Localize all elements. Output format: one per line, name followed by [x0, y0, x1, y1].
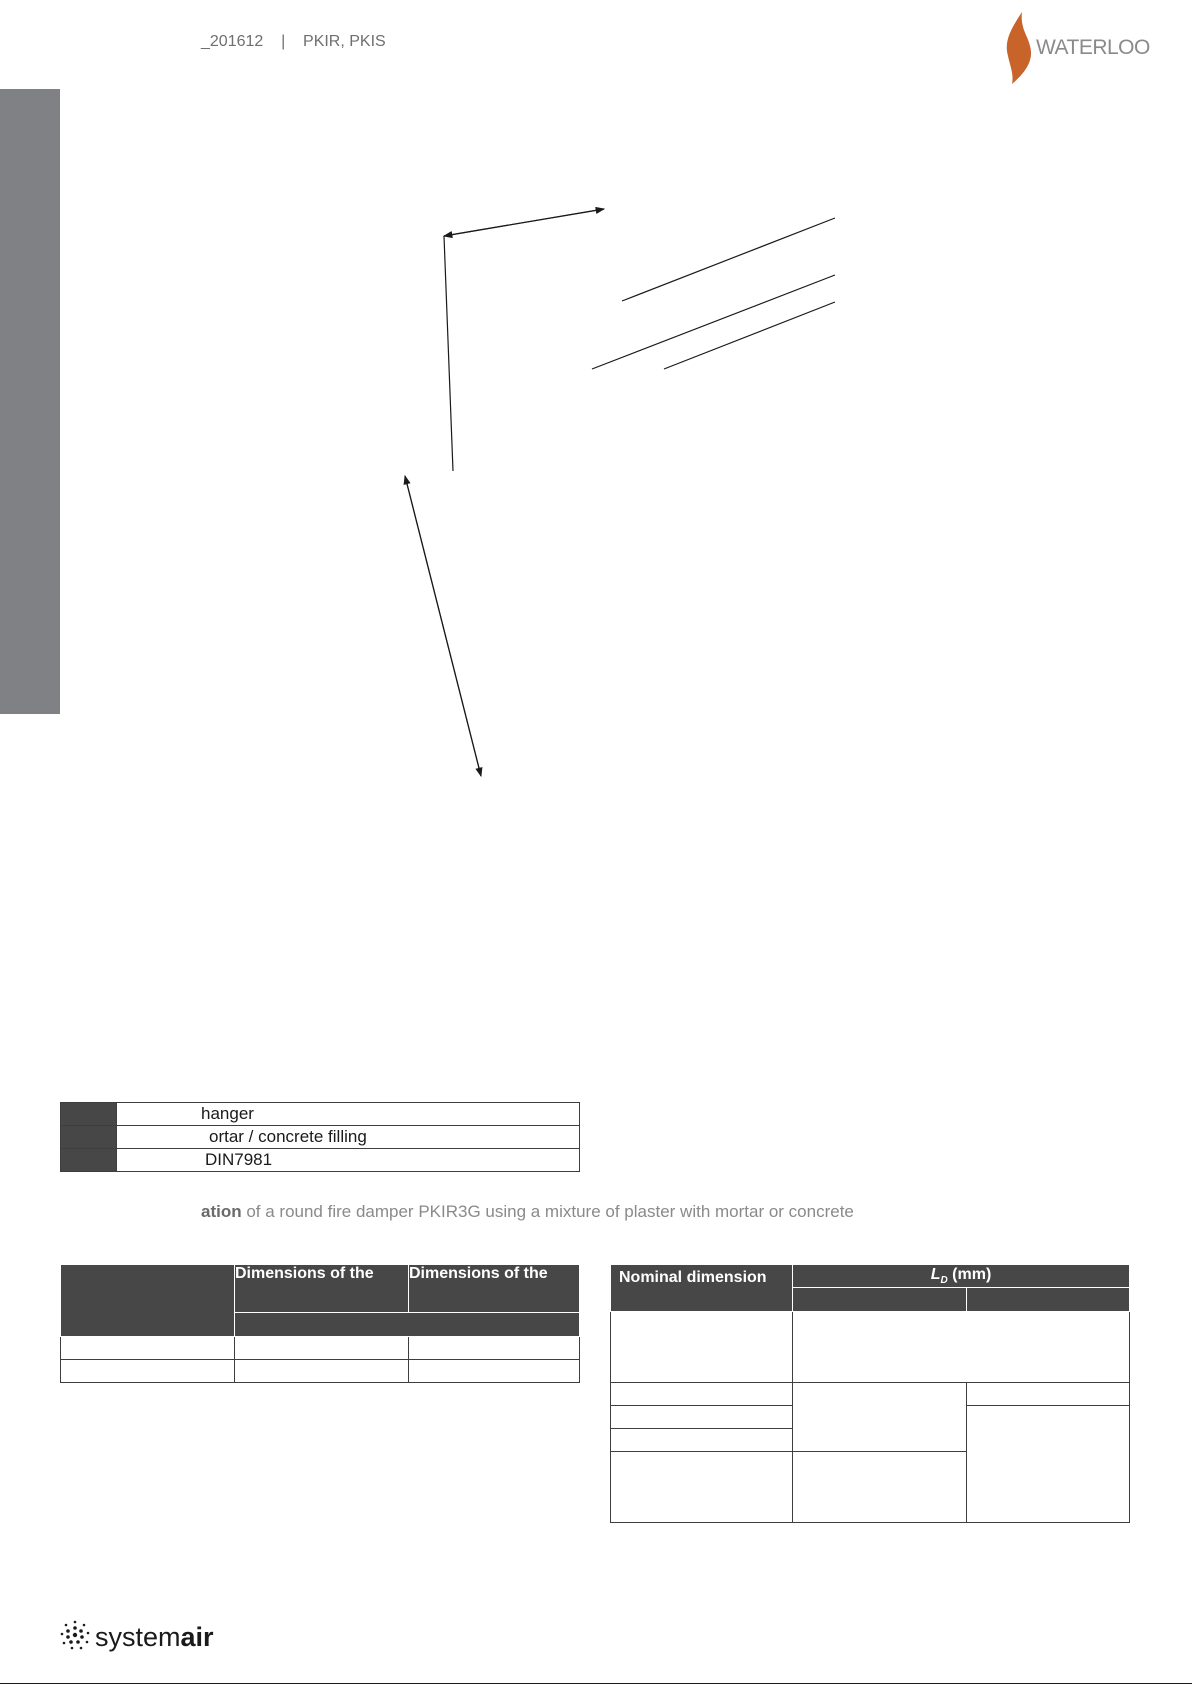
logo-wordmark: WATERLOO	[1036, 36, 1150, 59]
legend-text: hanger	[117, 1103, 580, 1126]
product-name: PKIR, PKIS	[303, 33, 386, 50]
leader-line	[622, 218, 835, 301]
dimensions-table	[60, 1264, 580, 1383]
nominal-dimension-table	[610, 1264, 1130, 1523]
legend-text: DIN7981	[117, 1149, 580, 1172]
nominal-dimension-header: Nominal dimension	[611, 1265, 793, 1312]
legend-row	[61, 1149, 580, 1172]
caption-bold: ation	[201, 1202, 242, 1221]
caption-text: of a round fire damper PKIR3G using a mixture of plaster with mortar or concrete	[241, 1202, 854, 1221]
document-code: _201612	[201, 33, 264, 50]
header-separator: |	[281, 33, 286, 50]
figure-caption	[201, 1202, 854, 1222]
dimension-line	[405, 476, 481, 776]
ld-header: $L_D$ (mm)	[793, 1265, 1130, 1288]
table-row	[611, 1383, 1130, 1406]
leader-line	[444, 236, 453, 471]
legend-row	[61, 1103, 580, 1126]
dimensions-header: Dimensions of the	[409, 1265, 580, 1313]
table-row	[61, 1337, 580, 1360]
leader-line	[664, 302, 835, 369]
leader-line	[592, 275, 835, 369]
dimensions-header: Dimensions of the	[235, 1265, 409, 1313]
systemair-dots-icon	[60, 1620, 90, 1650]
legend-row	[61, 1126, 580, 1149]
footer-rule	[0, 1683, 1192, 1684]
leader-line	[444, 209, 604, 236]
systemair-logo	[60, 1620, 220, 1654]
systemair-wordmark: systemair	[95, 1622, 214, 1652]
table-row	[611, 1312, 1130, 1383]
legend-text: ortar / concrete filling	[117, 1126, 580, 1149]
table-row	[61, 1360, 580, 1383]
legend-table	[60, 1102, 580, 1172]
